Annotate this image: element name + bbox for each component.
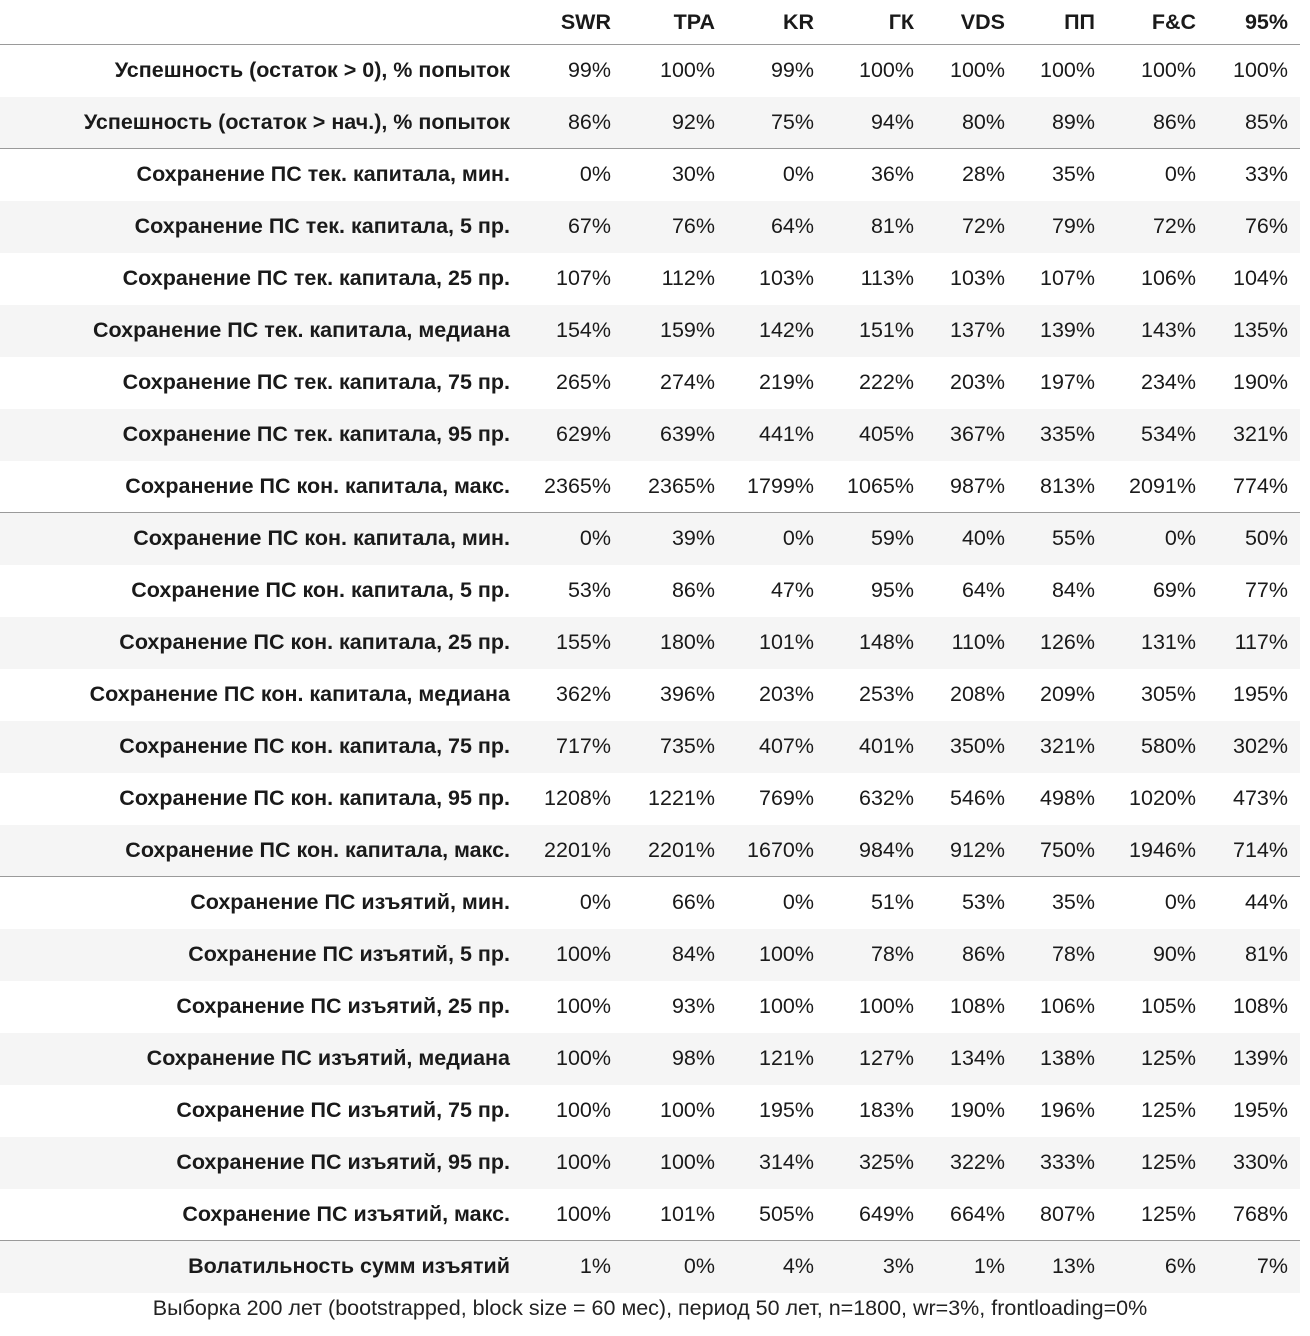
table-cell: 108% [1233, 994, 1288, 1018]
column-header-gk: ГК [826, 0, 926, 45]
table-cell: 984% [826, 825, 926, 877]
table-cell: 100% [859, 58, 914, 83]
table-cell: 100% [1233, 58, 1288, 83]
row-label: Сохранение ПС тек. капитала, медиана [93, 318, 510, 342]
row-label: Сохранение ПС кон. капитала, мин. [133, 526, 510, 551]
table-cell: 106% [1141, 266, 1196, 290]
table-cell: 86% [961, 942, 1005, 966]
table-row [0, 461, 1300, 513]
table-row [0, 617, 1300, 669]
table-cell: 405% [859, 422, 914, 446]
table-cell: 498% [1040, 786, 1095, 810]
table-cell: 86% [671, 578, 715, 602]
table-cell: 0% [579, 890, 611, 915]
table-cell: 305% [1141, 682, 1196, 706]
table-cell: 321% [1233, 422, 1288, 446]
table-cell: 750% [1017, 825, 1107, 877]
table-cell: 86% [520, 97, 623, 149]
table-cell: 330% [1233, 1150, 1288, 1174]
table-cell: 234% [1141, 370, 1196, 394]
table-cell: 987% [926, 461, 1017, 513]
table-cell: 79% [1051, 214, 1095, 238]
table-row [0, 981, 1300, 1033]
table-cell: 3% [882, 1254, 914, 1279]
table-cell: 321% [1040, 734, 1095, 758]
row-label: Сохранение ПС изъятий, 5 пр. [188, 942, 510, 966]
table-row [0, 97, 1300, 149]
table-cell: 100% [556, 994, 611, 1018]
row-label: Сохранение ПС кон. капитала, 25 пр. [119, 630, 510, 654]
table-row [0, 565, 1300, 617]
table-cell: 807% [1017, 1189, 1107, 1241]
row-label: Сохранение ПС изъятий, 75 пр. [176, 1098, 510, 1122]
row-label: Сохранение ПС кон. капитала, 75 пр. [119, 734, 510, 758]
table-cell: 30% [671, 162, 715, 187]
table-cell: 13% [1051, 1254, 1095, 1279]
table-cell: 7% [1256, 1254, 1288, 1279]
row-label-header [0, 0, 520, 45]
row-label: Успешность (остаток > 0), % попыток [114, 58, 510, 83]
table-cell: 0% [782, 162, 814, 187]
table-cell: 197% [1040, 370, 1095, 394]
table-cell: 94% [826, 97, 926, 149]
table-cell: 84% [671, 942, 715, 966]
table-cell: 1221% [648, 786, 715, 810]
table-cell: 137% [950, 318, 1005, 342]
table-cell: 134% [950, 1046, 1005, 1070]
table-row [0, 253, 1300, 305]
table-cell: 101% [759, 630, 814, 654]
table-cell: 314% [759, 1150, 814, 1174]
table-cell: 125% [1141, 1098, 1196, 1122]
row-label: Сохранение ПС кон. капитала, 5 пр. [131, 578, 510, 602]
table-cell: 103% [759, 266, 814, 290]
column-header-tpa: TPA [623, 0, 727, 45]
table-caption: Выборка 200 лет (bootstrapped, block size = 60 мес), период 50 лет, n=1800, wr=3%, frontloading=0% [152, 1296, 1148, 1320]
table-cell: 142% [759, 318, 814, 342]
table-cell: 0% [1164, 526, 1196, 551]
table-cell: 81% [1244, 942, 1288, 966]
table-cell: 534% [1141, 422, 1196, 446]
table-cell: 195% [1233, 682, 1288, 706]
table-cell: 714% [1208, 825, 1300, 877]
table-cell: 2091% [1107, 461, 1208, 513]
table-cell: 143% [1141, 318, 1196, 342]
table-cell: 203% [759, 682, 814, 706]
table-cell: 47% [770, 578, 814, 602]
table-cell: 100% [950, 58, 1005, 83]
table-cell: 302% [1233, 734, 1288, 758]
table-row [0, 825, 1300, 877]
table-cell: 78% [1051, 942, 1095, 966]
table-row [0, 929, 1300, 981]
table-cell: 100% [859, 994, 914, 1018]
row-label: Сохранение ПС кон. капитала, макс. [0, 461, 520, 513]
table-cell: 126% [1040, 630, 1095, 654]
table-cell: 367% [950, 422, 1005, 446]
table-cell: 196% [1040, 1098, 1095, 1122]
table-cell: 2201% [623, 825, 727, 877]
table-cell: 107% [1040, 266, 1095, 290]
table-cell: 209% [1040, 682, 1095, 706]
row-label: Успешность (остаток > нач.), % попыток [0, 97, 520, 149]
table-cell: 1799% [727, 461, 826, 513]
table-row [0, 773, 1300, 825]
table-cell: 77% [1244, 578, 1288, 602]
table-cell: 774% [1208, 461, 1300, 513]
table-cell: 64% [770, 214, 814, 238]
table-cell: 100% [556, 942, 611, 966]
table-cell: 2365% [623, 461, 727, 513]
column-header-kr: KR [727, 0, 826, 45]
table-cell: 155% [556, 630, 611, 654]
table-cell: 253% [859, 682, 914, 706]
table-cell: 53% [961, 890, 1005, 915]
table-cell: 36% [870, 162, 914, 187]
table-cell: 100% [556, 1098, 611, 1122]
table-cell: 717% [556, 734, 611, 758]
table-cell: 44% [1244, 890, 1288, 915]
table-cell: 401% [859, 734, 914, 758]
table-cell: 2365% [520, 461, 623, 513]
table-cell: 664% [926, 1189, 1017, 1241]
table-cell: 1% [973, 1254, 1005, 1279]
table-cell: 99% [770, 58, 814, 83]
table-cell: 125% [1141, 1150, 1196, 1174]
table-cell: 135% [1233, 318, 1288, 342]
row-label: Сохранение ПС кон. капитала, 95 пр. [119, 786, 510, 810]
table-cell: 203% [950, 370, 1005, 394]
table-cell: 407% [759, 734, 814, 758]
table-cell: 125% [1141, 1046, 1196, 1070]
table-cell: 649% [826, 1189, 926, 1241]
table-cell: 473% [1233, 786, 1288, 810]
row-label: Сохранение ПС изъятий, 25 пр. [176, 994, 510, 1018]
table-cell: 108% [950, 994, 1005, 1018]
table-cell: 92% [623, 97, 727, 149]
table-cell: 101% [623, 1189, 727, 1241]
table-cell: 40% [961, 526, 1005, 551]
table-body [0, 45, 1300, 1293]
table-cell: 106% [1040, 994, 1095, 1018]
table-cell: 100% [759, 994, 814, 1018]
row-label: Сохранение ПС тек. капитала, 25 пр. [122, 266, 510, 290]
column-header-fc: F&C [1107, 0, 1208, 45]
table-cell: 76% [671, 214, 715, 238]
table-cell: 148% [859, 630, 914, 654]
table-cell: 322% [950, 1150, 1005, 1174]
table-cell: 100% [1040, 58, 1095, 83]
table-cell: 0% [1164, 890, 1196, 915]
table-cell: 769% [759, 786, 814, 810]
row-label: Сохранение ПС изъятий, медиана [146, 1046, 510, 1070]
row-label: Сохранение ПС кон. капитала, макс. [0, 825, 520, 877]
table-cell: 441% [759, 422, 814, 446]
table-row [0, 1085, 1300, 1137]
row-label: Сохранение ПС кон. капитала, медиана [89, 682, 510, 706]
table-row [0, 1241, 1300, 1293]
table-cell: 190% [1233, 370, 1288, 394]
table-cell: 98% [671, 1046, 715, 1070]
table-cell: 100% [660, 58, 715, 83]
table-cell: 35% [1051, 890, 1095, 915]
table-cell: 335% [1040, 422, 1095, 446]
table-cell: 95% [870, 578, 914, 602]
table-cell: 222% [859, 370, 914, 394]
table-header [0, 0, 1300, 45]
table-cell: 105% [1141, 994, 1196, 1018]
table-cell: 180% [660, 630, 715, 654]
table-cell: 53% [567, 578, 611, 602]
table-cell: 629% [556, 422, 611, 446]
table-cell: 75% [727, 97, 826, 149]
table-cell: 154% [556, 318, 611, 342]
table-cell: 1946% [1107, 825, 1208, 877]
table-cell: 546% [950, 786, 1005, 810]
table-cell: 333% [1040, 1150, 1095, 1174]
table-cell: 813% [1017, 461, 1107, 513]
table-row [0, 201, 1300, 253]
table-cell: 1020% [1129, 786, 1196, 810]
table-cell: 2201% [520, 825, 623, 877]
table-row [0, 45, 1300, 97]
table-cell: 350% [950, 734, 1005, 758]
column-header-pp: ПП [1017, 0, 1107, 45]
table-cell: 0% [683, 1254, 715, 1279]
table-cell: 0% [579, 526, 611, 551]
column-header-swr: SWR [520, 0, 623, 45]
table-cell: 195% [1233, 1098, 1288, 1122]
table-cell: 138% [1040, 1046, 1095, 1070]
table-cell: 0% [579, 162, 611, 187]
table-cell: 0% [1164, 162, 1196, 187]
table-cell: 100% [520, 1189, 623, 1241]
table-cell: 51% [870, 890, 914, 915]
table-cell: 639% [660, 422, 715, 446]
table-cell: 219% [759, 370, 814, 394]
table-cell: 100% [660, 1150, 715, 1174]
table-cell: 505% [727, 1189, 826, 1241]
table-row [0, 1189, 1300, 1241]
table-cell: 127% [859, 1046, 914, 1070]
table-cell: 85% [1208, 97, 1300, 149]
table-cell: 195% [759, 1098, 814, 1122]
column-header-vds: VDS [926, 0, 1017, 45]
table-cell: 151% [859, 318, 914, 342]
table-row [0, 877, 1300, 929]
row-label: Сохранение ПС изъятий, макс. [0, 1189, 520, 1241]
table-row [0, 513, 1300, 565]
table-cell: 103% [950, 266, 1005, 290]
table-cell: 80% [926, 97, 1017, 149]
table-cell: 78% [870, 942, 914, 966]
table-cell: 4% [782, 1254, 814, 1279]
table-row [0, 1137, 1300, 1189]
row-label: Волатильность сумм изъятий [188, 1254, 510, 1279]
table-cell: 1% [579, 1254, 611, 1279]
column-header-95: 95% [1208, 0, 1300, 45]
table-cell: 84% [1051, 578, 1095, 602]
row-label: Сохранение ПС тек. капитала, 5 пр. [134, 214, 510, 238]
table-cell: 265% [556, 370, 611, 394]
table-cell: 1670% [727, 825, 826, 877]
table-cell: 86% [1107, 97, 1208, 149]
table-cell: 55% [1051, 526, 1095, 551]
table-cell: 72% [961, 214, 1005, 238]
table-row [0, 1033, 1300, 1085]
table-cell: 113% [860, 266, 914, 290]
table-cell: 107% [556, 266, 611, 290]
table-cell: 81% [870, 214, 914, 238]
table-cell: 0% [782, 526, 814, 551]
table-cell: 117% [1234, 630, 1288, 654]
row-label: Сохранение ПС тек. капитала, 95 пр. [122, 422, 510, 446]
table-cell: 59% [870, 526, 914, 551]
table-cell: 735% [660, 734, 715, 758]
table-cell: 93% [671, 994, 715, 1018]
table-cell: 104% [1233, 266, 1288, 290]
table-row [0, 409, 1300, 461]
table-cell: 0% [782, 890, 814, 915]
table-cell: 159% [660, 318, 715, 342]
table-cell: 362% [556, 682, 611, 706]
table-cell: 28% [961, 162, 1005, 187]
table-cell: 325% [859, 1150, 914, 1174]
table-row [0, 357, 1300, 409]
table-cell: 190% [950, 1098, 1005, 1122]
table-cell: 110% [951, 630, 1005, 654]
table-cell: 6% [1164, 1254, 1196, 1279]
header-row [0, 0, 1300, 45]
table-cell: 72% [1152, 214, 1196, 238]
table-row [0, 669, 1300, 721]
table-cell: 76% [1244, 214, 1288, 238]
table-cell: 396% [660, 682, 715, 706]
table-cell: 35% [1051, 162, 1095, 187]
table-cell: 33% [1244, 162, 1288, 187]
table-cell: 274% [660, 370, 715, 394]
table-cell: 50% [1244, 526, 1288, 551]
table-cell: 139% [1233, 1046, 1288, 1070]
table-cell: 69% [1152, 578, 1196, 602]
table-cell: 89% [1017, 97, 1107, 149]
row-label: Сохранение ПС тек. капитала, 75 пр. [122, 370, 510, 394]
table-cell: 100% [556, 1046, 611, 1070]
table-row [0, 305, 1300, 357]
table-cell: 580% [1141, 734, 1196, 758]
table-cell: 632% [859, 786, 914, 810]
table-cell: 100% [1141, 58, 1196, 83]
table-cell: 64% [961, 578, 1005, 602]
table-cell: 67% [567, 214, 611, 238]
table-cell: 1208% [544, 786, 611, 810]
row-label: Сохранение ПС тек. капитала, мин. [136, 162, 510, 187]
table-row [0, 721, 1300, 773]
table-cell: 100% [759, 942, 814, 966]
table-cell: 131% [1141, 630, 1196, 654]
table-row [0, 149, 1300, 201]
table-cell: 183% [859, 1098, 914, 1122]
table-cell: 100% [660, 1098, 715, 1122]
table-cell: 66% [671, 890, 715, 915]
table-cell: 100% [556, 1150, 611, 1174]
table-cell: 99% [567, 58, 611, 83]
row-label: Сохранение ПС изъятий, 95 пр. [176, 1150, 510, 1174]
table-cell: 39% [671, 526, 715, 551]
table-cell: 768% [1208, 1189, 1300, 1241]
table-cell: 112% [661, 266, 715, 290]
table-cell: 125% [1107, 1189, 1208, 1241]
table-cell: 90% [1152, 942, 1196, 966]
table-cell: 208% [950, 682, 1005, 706]
table-cell: 912% [926, 825, 1017, 877]
row-label: Сохранение ПС изъятий, мин. [190, 890, 510, 915]
table-cell: 121% [759, 1046, 814, 1070]
table-cell: 1065% [826, 461, 926, 513]
table-cell: 139% [1040, 318, 1095, 342]
